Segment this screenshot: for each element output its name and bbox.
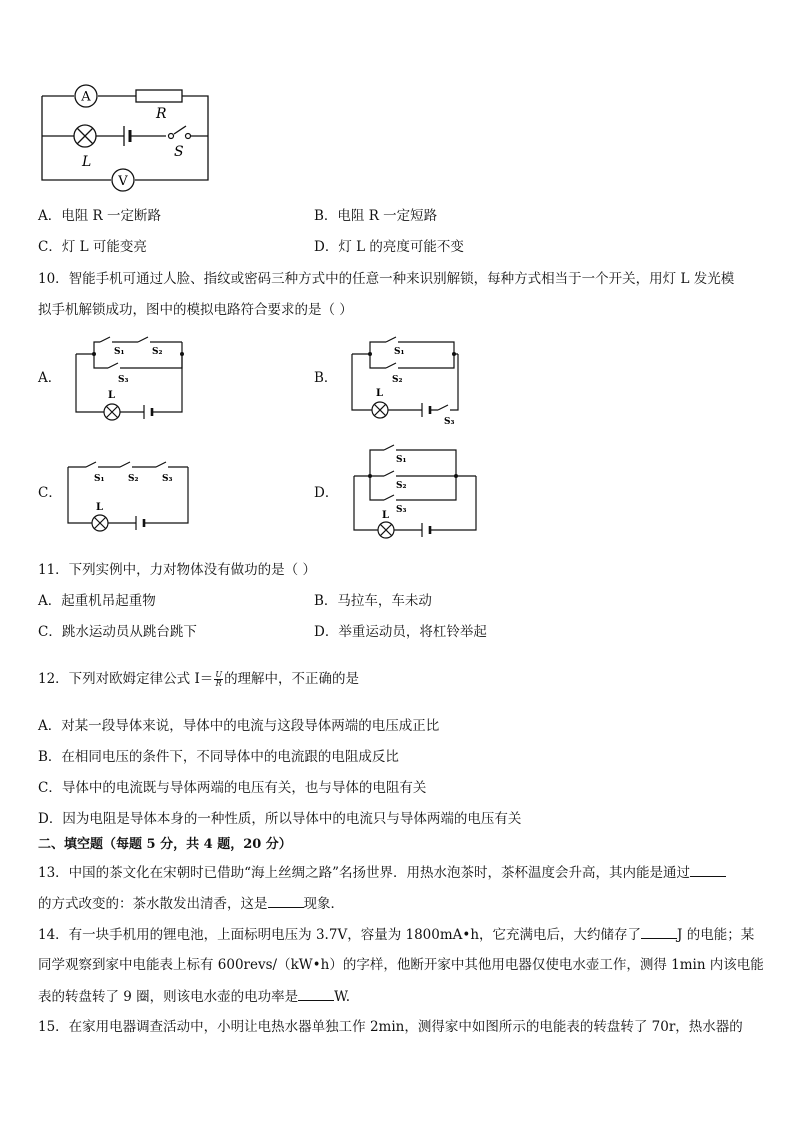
option-text: 电阻 R 一定断路 [61, 208, 161, 224]
lamp-icon [372, 402, 388, 418]
option-text: 举重运动员，将杠铃举起 [338, 624, 487, 640]
q14-text: 14．有一块手机用的锂电池，上面标明电压为 3.7V，容量为 1800mA•h，它充满电后，大约储存了 [38, 927, 642, 943]
q11-option-a[interactable] [38, 592, 156, 610]
option-key: A． [38, 208, 62, 224]
option-text: 灯 L 可能变亮 [61, 239, 147, 255]
answer-blank[interactable] [641, 925, 677, 939]
q14-text: W. [334, 989, 350, 1005]
lamp-icon [104, 404, 120, 420]
svg-text:S₂: S₂ [396, 481, 407, 491]
option-text: 起重机吊起重物 [61, 593, 156, 609]
q10-circuit-c [64, 455, 194, 541]
battery-icon [124, 126, 130, 146]
svg-text:L: L [376, 388, 384, 399]
answer-blank[interactable] [268, 894, 304, 908]
q10-stem-line1: 10．智能手机可通过人脸、指纹或密码三种方式中的任意一种来识别解锁，每种方式相当于一个开关，用灯 L 发光模 [38, 271, 735, 287]
svg-text:S₂: S₂ [152, 347, 163, 357]
q11-option-d[interactable] [314, 623, 487, 641]
option-key: B． [314, 593, 338, 609]
svg-text:S₂: S₂ [392, 375, 403, 385]
q14-line2: 同学观察到家中电能表上标有 600revs/（kW•h）的字样，他断开家中其他用电器仅使电水壶工作，测得 1min 内该电能 [38, 957, 764, 973]
q10-option-b-label[interactable]: B． [314, 370, 338, 386]
battery-icon [422, 403, 430, 417]
resistor-label: R [156, 106, 167, 122]
q10-circuit-b [346, 330, 476, 430]
q12-stem [38, 670, 359, 688]
q12-stem-before: 12．下列对欧姆定律公式 I＝ [38, 671, 214, 687]
section-title: 二、填空题（每题 5 分，共 4 题，20 分） [38, 837, 292, 852]
lamp-label: L [82, 154, 92, 170]
q10-option-c-label[interactable]: C． [38, 485, 62, 501]
option-key: D． [314, 239, 339, 255]
voltmeter-icon [112, 169, 134, 191]
q11-option-b[interactable] [314, 592, 432, 610]
switch-icon [169, 134, 191, 139]
svg-text:S₃: S₃ [396, 505, 407, 515]
fraction-denominator: R [215, 679, 222, 688]
q12-stem-after: 的理解中，不正确的是 [224, 671, 360, 687]
svg-text:S₂: S₂ [128, 474, 139, 484]
q12-option-b[interactable]: B．在相同电压的条件下，不同导体中的电流跟的电阻成反比 [38, 749, 399, 765]
ammeter-icon [75, 85, 97, 107]
fraction-numerator: U [215, 670, 223, 679]
svg-text:L: L [382, 510, 390, 521]
q13-line1 [38, 863, 726, 882]
q14-line1 [38, 925, 754, 944]
svg-text:S₁: S₁ [114, 347, 125, 357]
q15-line1: 15．在家用电器调查活动中，小明让电热水器单独工作 2min，测得家中如图所示的电能表的转盘转了 70r，热水器的 [38, 1019, 743, 1035]
q10-stem-line2: 拟手机解锁成功，图中的模拟电路符合要求的是（ ） [38, 302, 353, 318]
option-text: 灯 L 的亮度可能不变 [338, 239, 464, 255]
q12-option-c[interactable]: C．导体中的电流既与导体两端的电压有关，也与导体的电阻有关 [38, 780, 427, 796]
q10-circuit-d [350, 440, 482, 548]
battery-icon [144, 405, 152, 419]
svg-text:S₁: S₁ [396, 455, 407, 465]
lamp-icon [74, 125, 96, 147]
battery-icon [422, 523, 430, 537]
answer-blank[interactable] [298, 987, 334, 1001]
svg-text:S₃: S₃ [444, 417, 455, 427]
q11-option-c[interactable] [38, 623, 197, 641]
q14-text: 表的转盘转了 9 圈，则该电水壶的电功率是 [38, 989, 299, 1005]
lamp-icon [92, 515, 108, 531]
svg-text:V: V [118, 174, 128, 189]
svg-text:S₃: S₃ [118, 375, 129, 385]
q12-option-d[interactable]: D．因为电阻是导体本身的一种性质，所以导体中的电流只与导体两端的电压有关 [38, 811, 522, 827]
option-text: 马拉车，车未动 [337, 593, 432, 609]
q13-text: 的方式改变的：茶水散发出清香，这是 [38, 896, 268, 912]
q13-text: 现象． [303, 896, 344, 912]
option-key: A． [38, 593, 62, 609]
svg-text:S₁: S₁ [394, 347, 405, 357]
q10-option-d-label[interactable]: D． [314, 485, 339, 501]
q13-text: 13．中国的茶文化在宋朝时已借助“海上丝绸之路”名扬世界．用热水泡茶时，茶杯温度会升高，其内能是通过 [38, 865, 690, 881]
resistor-icon [136, 90, 182, 102]
switch-label: S [174, 144, 184, 160]
q13-line2 [38, 894, 344, 913]
option-text: 跳水运动员从跳台跳下 [61, 624, 197, 640]
svg-text:S₁: S₁ [94, 474, 105, 484]
q9-option-b[interactable] [314, 207, 437, 225]
option-key: C． [38, 624, 62, 640]
q10-circuit-a [70, 334, 200, 426]
option-key: B． [314, 208, 338, 224]
ohms-law-fraction [214, 671, 223, 688]
svg-text:L: L [96, 502, 104, 513]
lamp-icon [378, 522, 394, 538]
q14-text: J 的电能；某 [677, 927, 755, 943]
q9-option-a[interactable] [38, 207, 161, 225]
q12-option-a[interactable]: A．对某一段导体来说，导体中的电流与这段导体两端的电压成正比 [38, 718, 440, 734]
option-text: 电阻 R 一定短路 [337, 208, 438, 224]
q14-line3 [38, 987, 350, 1006]
q9-option-d[interactable] [314, 238, 464, 256]
q9-circuit-diagram [38, 84, 213, 190]
svg-text:L: L [108, 390, 116, 401]
battery-icon [136, 516, 144, 530]
svg-text:A: A [81, 89, 91, 105]
option-key: D． [314, 624, 339, 640]
answer-blank[interactable] [690, 863, 726, 877]
q9-option-c[interactable] [38, 238, 147, 256]
q10-option-a-label[interactable]: A． [38, 370, 62, 386]
option-key: C． [38, 239, 62, 255]
q11-stem: 11．下列实例中，力对物体没有做功的是（ ） [38, 562, 316, 578]
svg-text:S₃: S₃ [162, 474, 173, 484]
